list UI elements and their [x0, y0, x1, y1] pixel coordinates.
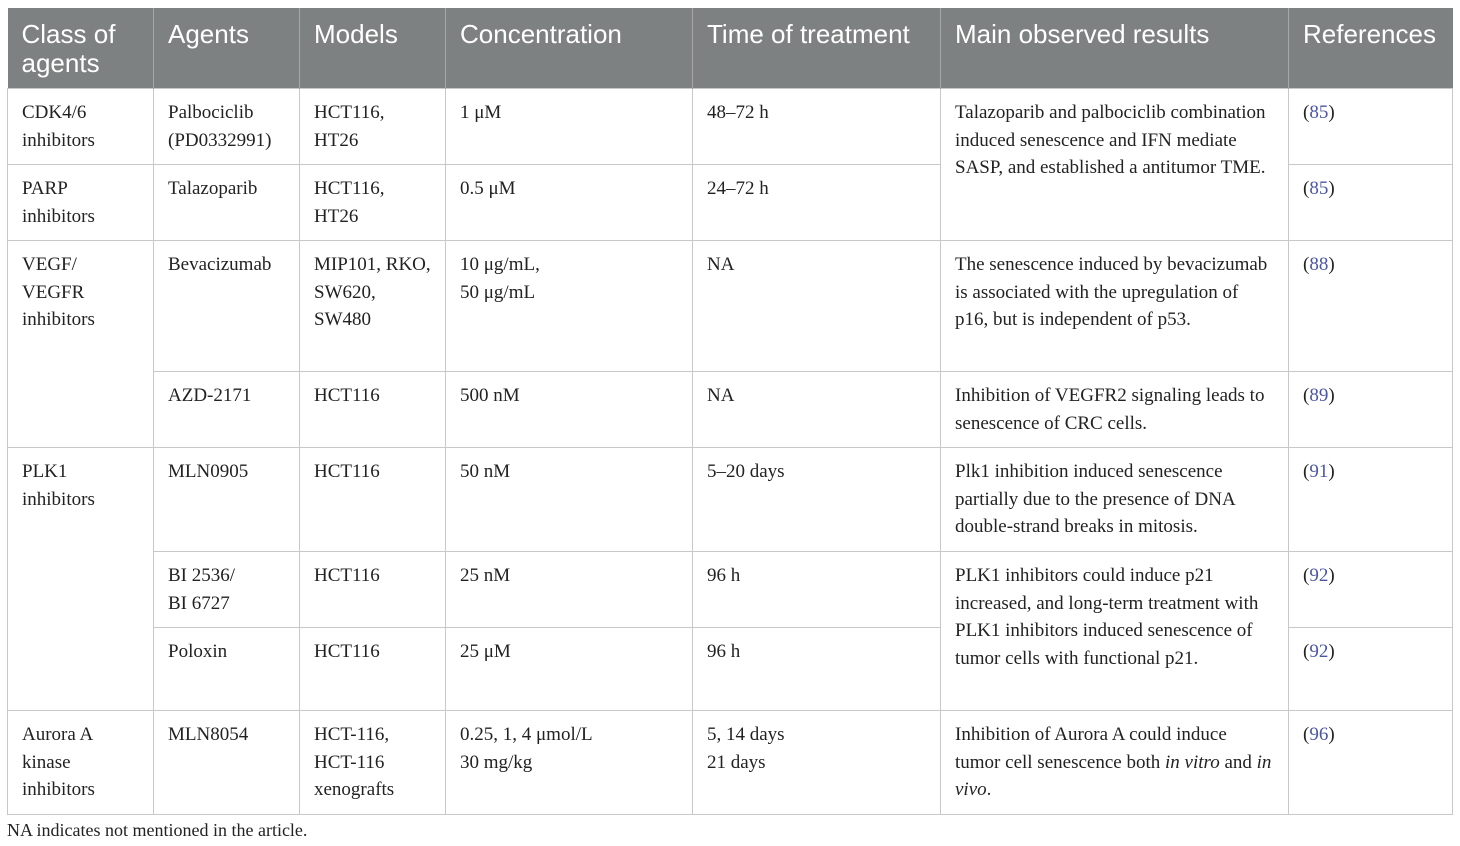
cell-time: NA: [693, 372, 941, 448]
cell-reference: (91): [1289, 448, 1453, 552]
cell-time: 5, 14 days 21 days: [693, 711, 941, 815]
cell-concentration: 500 nM: [446, 372, 693, 448]
reference-link[interactable]: 92: [1309, 641, 1329, 662]
cell-agent: Poloxin: [154, 628, 300, 711]
cell-time: NA: [693, 241, 941, 372]
cell-result: PLK1 inhibitors could induce p21 increased, and long-term treatment with PLK1 inhibitors induced senescence of tumor cells with functional p21.: [941, 552, 1289, 711]
cell-class: PARP inhibitors: [8, 165, 154, 241]
cell-time: 48–72 h: [693, 89, 941, 165]
cell-class: Aurora A kinase inhibitors: [8, 711, 154, 815]
cell-agent: MLN0905: [154, 448, 300, 552]
cell-result: Inhibition of VEGFR2 signaling leads to senescence of CRC cells.: [941, 372, 1289, 448]
header-agents: Agents: [154, 8, 300, 89]
reference-link[interactable]: 91: [1309, 461, 1329, 482]
cell-agent: AZD-2171: [154, 372, 300, 448]
cell-reference: (85): [1289, 89, 1453, 165]
table-footnote: NA indicates not mentioned in the article.: [7, 820, 308, 840]
header-concentration: Concentration: [446, 8, 693, 89]
reference-link[interactable]: 92: [1309, 565, 1329, 586]
table-row: [8, 241, 1453, 372]
cell-reference: (92): [1289, 552, 1453, 628]
header-row: [8, 8, 1453, 89]
cell-agent: Bevacizumab: [154, 241, 300, 372]
cell-concentration: 25 μM: [446, 628, 693, 711]
header-class: Class of agents: [8, 8, 154, 89]
reference-link[interactable]: 85: [1309, 178, 1329, 199]
cell-agent: Talazoparib: [154, 165, 300, 241]
header-references: References: [1289, 8, 1453, 89]
cell-result: Plk1 inhibition induced senescence partially due to the presence of DNA double-strand breaks in mitosis.: [941, 448, 1289, 552]
cell-concentration: 50 nM: [446, 448, 693, 552]
reference-link[interactable]: 89: [1309, 385, 1329, 406]
header-models: Models: [300, 8, 446, 89]
cell-result: Talazoparib and palbociclib combination induced senescence and IFN mediate SASP, and established a antitumor TME.: [941, 89, 1289, 241]
reference-link[interactable]: 88: [1309, 254, 1329, 275]
cell-models: HCT116: [300, 628, 446, 711]
cell-concentration: 0.25, 1, 4 μmol/L 30 mg/kg: [446, 711, 693, 815]
table-row: [8, 372, 1453, 448]
cell-time: 96 h: [693, 552, 941, 628]
cell-models: HCT116: [300, 372, 446, 448]
table-container: [7, 8, 1452, 815]
cell-models: MIP101, RKO, SW620, SW480: [300, 241, 446, 372]
cell-concentration: 0.5 μM: [446, 165, 693, 241]
header-time: Time of treatment: [693, 8, 941, 89]
table-row: [8, 552, 1453, 628]
cell-time: 24–72 h: [693, 165, 941, 241]
cell-models: HCT116, HT26: [300, 89, 446, 165]
cell-agent: MLN8054: [154, 711, 300, 815]
cell-reference: (88): [1289, 241, 1453, 372]
cell-concentration: 10 μg/mL, 50 μg/mL: [446, 241, 693, 372]
cell-agent: Palbociclib (PD0332991): [154, 89, 300, 165]
reference-link[interactable]: 85: [1309, 102, 1329, 123]
cell-time: 5–20 days: [693, 448, 941, 552]
header-results: Main observed results: [941, 8, 1289, 89]
cell-models: HCT116: [300, 448, 446, 552]
cell-time: 96 h: [693, 628, 941, 711]
reference-link[interactable]: 96: [1309, 724, 1329, 745]
data-table: [7, 8, 1453, 815]
table-row: [8, 89, 1453, 165]
cell-models: HCT116, HT26: [300, 165, 446, 241]
table-row: [8, 448, 1453, 552]
cell-models: HCT-116, HCT-116 xenografts: [300, 711, 446, 815]
cell-class: PLK1 inhibitors: [8, 448, 154, 711]
table-row: [8, 711, 1453, 815]
cell-reference: (89): [1289, 372, 1453, 448]
cell-result: Inhibition of Aurora A could induce tumor cell senescence both in vitro and in vivo.: [941, 711, 1289, 815]
cell-concentration: 1 μM: [446, 89, 693, 165]
cell-class: CDK4/6 inhibitors: [8, 89, 154, 165]
cell-reference: (96): [1289, 711, 1453, 815]
cell-reference: (92): [1289, 628, 1453, 711]
cell-class: VEGF/ VEGFR inhibitors: [8, 241, 154, 448]
cell-models: HCT116: [300, 552, 446, 628]
cell-concentration: 25 nM: [446, 552, 693, 628]
cell-reference: (85): [1289, 165, 1453, 241]
cell-agent: BI 2536/ BI 6727: [154, 552, 300, 628]
cell-result: The senescence induced by bevacizumab is associated with the upregulation of p16, but is independent of p53.: [941, 241, 1289, 372]
